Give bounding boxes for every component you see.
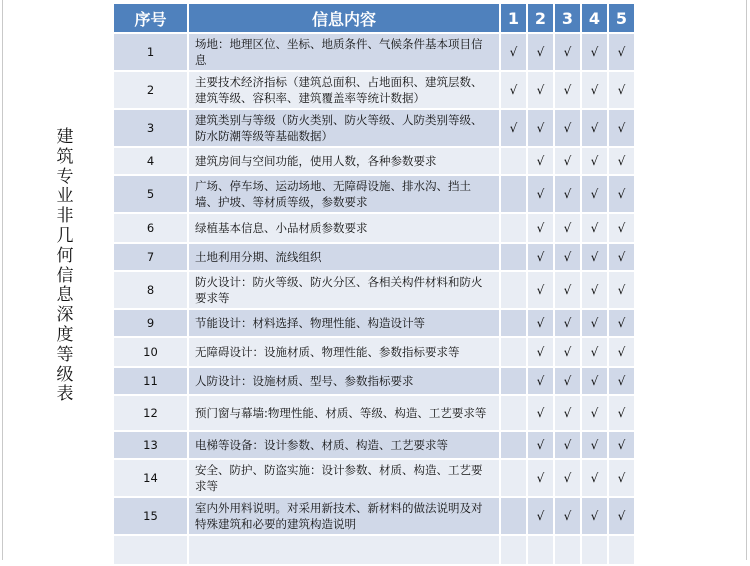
level-3-check: √ bbox=[555, 72, 582, 110]
level-2-check: √ bbox=[528, 368, 555, 396]
level-2-check: √ bbox=[528, 310, 555, 338]
level-2-check: √ bbox=[528, 214, 555, 244]
level-2-check: √ bbox=[528, 176, 555, 214]
row-content: 绿植基本信息、小品材质参数要求 bbox=[189, 214, 501, 244]
level-5-check: √ bbox=[609, 368, 636, 396]
level-1-check bbox=[501, 148, 528, 176]
level-3-check: √ bbox=[555, 148, 582, 176]
level-3-check bbox=[555, 536, 582, 566]
table-row bbox=[114, 148, 636, 176]
level-2-check: √ bbox=[528, 460, 555, 498]
level-4-check: √ bbox=[582, 34, 609, 72]
row-number: 7 bbox=[114, 244, 189, 272]
level-3-check: √ bbox=[555, 176, 582, 214]
row-number: 8 bbox=[114, 272, 189, 310]
frame-right-border bbox=[746, 0, 747, 560]
row-number bbox=[114, 536, 189, 566]
level-4-check: √ bbox=[582, 498, 609, 536]
level-4-check: √ bbox=[582, 176, 609, 214]
level-3-check: √ bbox=[555, 244, 582, 272]
table-row bbox=[114, 460, 636, 498]
level-1-check bbox=[501, 432, 528, 460]
level-3-check: √ bbox=[555, 338, 582, 368]
row-number: 6 bbox=[114, 214, 189, 244]
level-1-check bbox=[501, 498, 528, 536]
level-1-check bbox=[501, 368, 528, 396]
level-5-check: √ bbox=[609, 460, 636, 498]
level-5-check bbox=[609, 536, 636, 566]
row-content: 预门窗与幕墙:物理性能、材质、等级、构造、工艺要求等 bbox=[189, 396, 501, 432]
table-row bbox=[114, 214, 636, 244]
level-3-check: √ bbox=[555, 214, 582, 244]
level-4-check: √ bbox=[582, 244, 609, 272]
level-1-check bbox=[501, 310, 528, 338]
level-4-check: √ bbox=[582, 368, 609, 396]
level-5-check: √ bbox=[609, 272, 636, 310]
level-5-check: √ bbox=[609, 432, 636, 460]
row-number: 13 bbox=[114, 432, 189, 460]
row-number: 3 bbox=[114, 110, 189, 148]
level-2-check: √ bbox=[528, 396, 555, 432]
table-row bbox=[114, 244, 636, 272]
row-content: 广场、停车场、运动场地、无障碍设施、排水沟、挡土墙、护坡、等材质等级，参数要求 bbox=[189, 176, 501, 214]
row-content: 土地利用分期、流线组织 bbox=[189, 244, 501, 272]
level-1-check bbox=[501, 460, 528, 498]
header-row bbox=[114, 4, 636, 34]
info-depth-table bbox=[114, 4, 636, 566]
level-4-check: √ bbox=[582, 338, 609, 368]
level-3-check: √ bbox=[555, 432, 582, 460]
level-5-check: √ bbox=[609, 338, 636, 368]
level-5-check: √ bbox=[609, 176, 636, 214]
level-4-check: √ bbox=[582, 72, 609, 110]
level-5-check: √ bbox=[609, 310, 636, 338]
level-4-check: √ bbox=[582, 460, 609, 498]
row-content: 安全、防护、防盗实施：设计参数、材质、构造、工艺要求等 bbox=[189, 460, 501, 498]
row-content: 防火设计：防火等级、防火分区、各相关构件材料和防火要求等 bbox=[189, 272, 501, 310]
level-5-check: √ bbox=[609, 396, 636, 432]
row-content: 无障碍设计：设施材质、物理性能、参数指标要求等 bbox=[189, 338, 501, 368]
level-3-check: √ bbox=[555, 498, 582, 536]
row-content: 节能设计：材料选择、物理性能、构造设计等 bbox=[189, 310, 501, 338]
row-number: 12 bbox=[114, 396, 189, 432]
table-row bbox=[114, 338, 636, 368]
level-4-check: √ bbox=[582, 396, 609, 432]
table-row bbox=[114, 368, 636, 396]
level-3-check: √ bbox=[555, 460, 582, 498]
row-content: 人防设计：设施材质、型号、参数指标要求 bbox=[189, 368, 501, 396]
level-1-check bbox=[501, 396, 528, 432]
level-3-check: √ bbox=[555, 310, 582, 338]
table-row bbox=[114, 498, 636, 536]
table-row bbox=[114, 110, 636, 148]
level-2-check bbox=[528, 536, 555, 566]
header-seq: 序号 bbox=[114, 4, 189, 34]
level-2-check: √ bbox=[528, 148, 555, 176]
row-content: 室内外用料说明。对采用新技术、新材料的做法说明及对特殊建筑和必要的建筑构造说明 bbox=[189, 498, 501, 536]
row-content bbox=[189, 536, 501, 566]
level-2-check: √ bbox=[528, 338, 555, 368]
level-4-check: √ bbox=[582, 148, 609, 176]
level-4-check: √ bbox=[582, 310, 609, 338]
level-3-check: √ bbox=[555, 272, 582, 310]
table-row bbox=[114, 396, 636, 432]
level-4-check: √ bbox=[582, 214, 609, 244]
table-row bbox=[114, 432, 636, 460]
level-5-check: √ bbox=[609, 110, 636, 148]
level-1-check bbox=[501, 338, 528, 368]
level-1-check bbox=[501, 536, 528, 566]
level-2-check: √ bbox=[528, 272, 555, 310]
level-2-check: √ bbox=[528, 34, 555, 72]
row-number: 11 bbox=[114, 368, 189, 396]
level-2-check: √ bbox=[528, 244, 555, 272]
level-3-check: √ bbox=[555, 34, 582, 72]
row-number: 5 bbox=[114, 176, 189, 214]
level-1-check bbox=[501, 214, 528, 244]
row-content: 建筑类别与等级（防火类别、防火等级、人防类别等级、防水防潮等级等基础数据） bbox=[189, 110, 501, 148]
level-5-check: √ bbox=[609, 244, 636, 272]
row-number: 2 bbox=[114, 72, 189, 110]
row-content: 主要技术经济指标（建筑总面积、占地面积、建筑层数、建筑等级、容积率、建筑覆盖率等统计数据） bbox=[189, 72, 501, 110]
vertical-title: 建筑专业非几何信息深度等级表 bbox=[56, 127, 74, 405]
table-row bbox=[114, 536, 636, 566]
level-3-check: √ bbox=[555, 368, 582, 396]
row-number: 10 bbox=[114, 338, 189, 368]
table-row bbox=[114, 310, 636, 338]
row-number: 14 bbox=[114, 460, 189, 498]
level-3-check: √ bbox=[555, 396, 582, 432]
level-5-check: √ bbox=[609, 498, 636, 536]
header-level-3: 3 bbox=[555, 4, 582, 34]
level-4-check bbox=[582, 536, 609, 566]
level-2-check: √ bbox=[528, 72, 555, 110]
level-4-check: √ bbox=[582, 110, 609, 148]
level-2-check: √ bbox=[528, 432, 555, 460]
level-1-check: √ bbox=[501, 34, 528, 72]
level-1-check: √ bbox=[501, 72, 528, 110]
level-5-check: √ bbox=[609, 148, 636, 176]
row-content: 建筑房间与空间功能，使用人数，各种参数要求 bbox=[189, 148, 501, 176]
level-1-check bbox=[501, 272, 528, 310]
header-level-4: 4 bbox=[582, 4, 609, 34]
header-level-2: 2 bbox=[528, 4, 555, 34]
row-number: 15 bbox=[114, 498, 189, 536]
level-1-check bbox=[501, 176, 528, 214]
row-number: 1 bbox=[114, 34, 189, 72]
level-4-check: √ bbox=[582, 432, 609, 460]
frame-left-border bbox=[2, 0, 3, 560]
row-content: 场地：地理区位、坐标、地质条件、气候条件基本项目信息 bbox=[189, 34, 501, 72]
level-2-check: √ bbox=[528, 110, 555, 148]
row-number: 4 bbox=[114, 148, 189, 176]
row-content: 电梯等设备：设计参数、材质、构造、工艺要求等 bbox=[189, 432, 501, 460]
table-row bbox=[114, 176, 636, 214]
table-row bbox=[114, 272, 636, 310]
level-1-check bbox=[501, 244, 528, 272]
table-row bbox=[114, 34, 636, 72]
header-content: 信息内容 bbox=[189, 4, 501, 34]
table-row bbox=[114, 72, 636, 110]
level-2-check: √ bbox=[528, 498, 555, 536]
level-1-check: √ bbox=[501, 110, 528, 148]
header-level-1: 1 bbox=[501, 4, 528, 34]
level-3-check: √ bbox=[555, 110, 582, 148]
level-5-check: √ bbox=[609, 214, 636, 244]
level-4-check: √ bbox=[582, 272, 609, 310]
level-5-check: √ bbox=[609, 72, 636, 110]
header-level-5: 5 bbox=[609, 4, 636, 34]
row-number: 9 bbox=[114, 310, 189, 338]
level-5-check: √ bbox=[609, 34, 636, 72]
